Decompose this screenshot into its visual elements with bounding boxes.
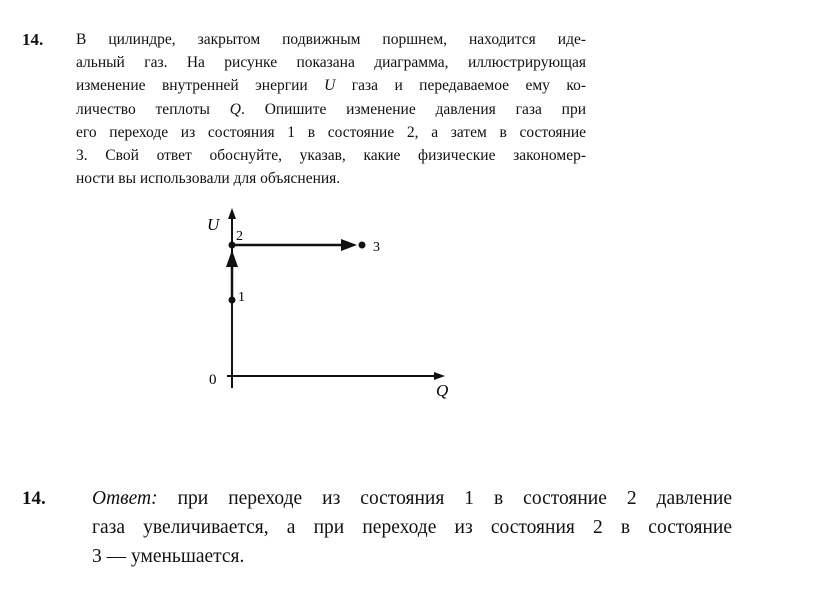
y-axis-label: U xyxy=(207,215,220,234)
u-q-diagram xyxy=(195,200,465,400)
question-line-3b: газа и передаваемое ему ко- xyxy=(351,77,587,95)
question-line-1: В цилиндре, закрытом подвижным поршнем, находится иде- xyxy=(76,31,586,48)
question-line-5: его переходе из состояния 1 в состояние 2, а затем в состояние xyxy=(76,123,586,141)
answer-label: Ответ: xyxy=(92,488,158,509)
x-axis-label: Q xyxy=(436,381,449,400)
question-line-4a: личество теплоты xyxy=(76,100,210,118)
process-1-2-arrowhead xyxy=(226,250,238,267)
answer-text xyxy=(92,484,732,571)
question-number: 14. xyxy=(22,30,44,49)
state-label-1: 1 xyxy=(238,290,245,305)
state-label-3: 3 xyxy=(373,240,380,255)
answer-line-1-text: при переходе из состояния 1 в состояние 2 давление xyxy=(177,488,732,509)
state-label-2: 2 xyxy=(236,229,243,244)
answer-number: 14. xyxy=(22,488,46,509)
answer-line-3: 3 — уменьшается. xyxy=(92,546,245,567)
question-text xyxy=(76,28,586,190)
y-axis-arrowhead xyxy=(228,208,236,219)
question-line-6: 3. Свой ответ обоснуйте, указав, какие физические закономер- xyxy=(76,147,586,165)
process-2-3-arrowhead xyxy=(341,239,357,251)
question-line-4 xyxy=(76,98,586,121)
state-point-2 xyxy=(229,242,236,249)
symbol-q: Q xyxy=(229,100,241,118)
question-line-2: альный газ. На рисунке показана диаграмма, иллюстрирующая xyxy=(76,54,586,72)
question-line-3a: изменение внутренней энергии xyxy=(76,77,308,95)
origin-label: 0 xyxy=(209,372,217,388)
x-axis-arrowhead xyxy=(434,372,445,380)
state-point-1 xyxy=(229,297,236,304)
answer-line-2: газа увеличивается, а при переходе из состояния 2 в состояние xyxy=(92,517,732,538)
state-point-3 xyxy=(359,242,366,249)
question-line-4b: . Опишите изменение давления газа при xyxy=(240,100,586,118)
question-line-3 xyxy=(76,74,586,97)
symbol-u: U xyxy=(324,77,336,95)
answer-line-1 xyxy=(92,484,732,513)
question-line-7: ности вы использовали для объяснения. xyxy=(76,170,341,188)
